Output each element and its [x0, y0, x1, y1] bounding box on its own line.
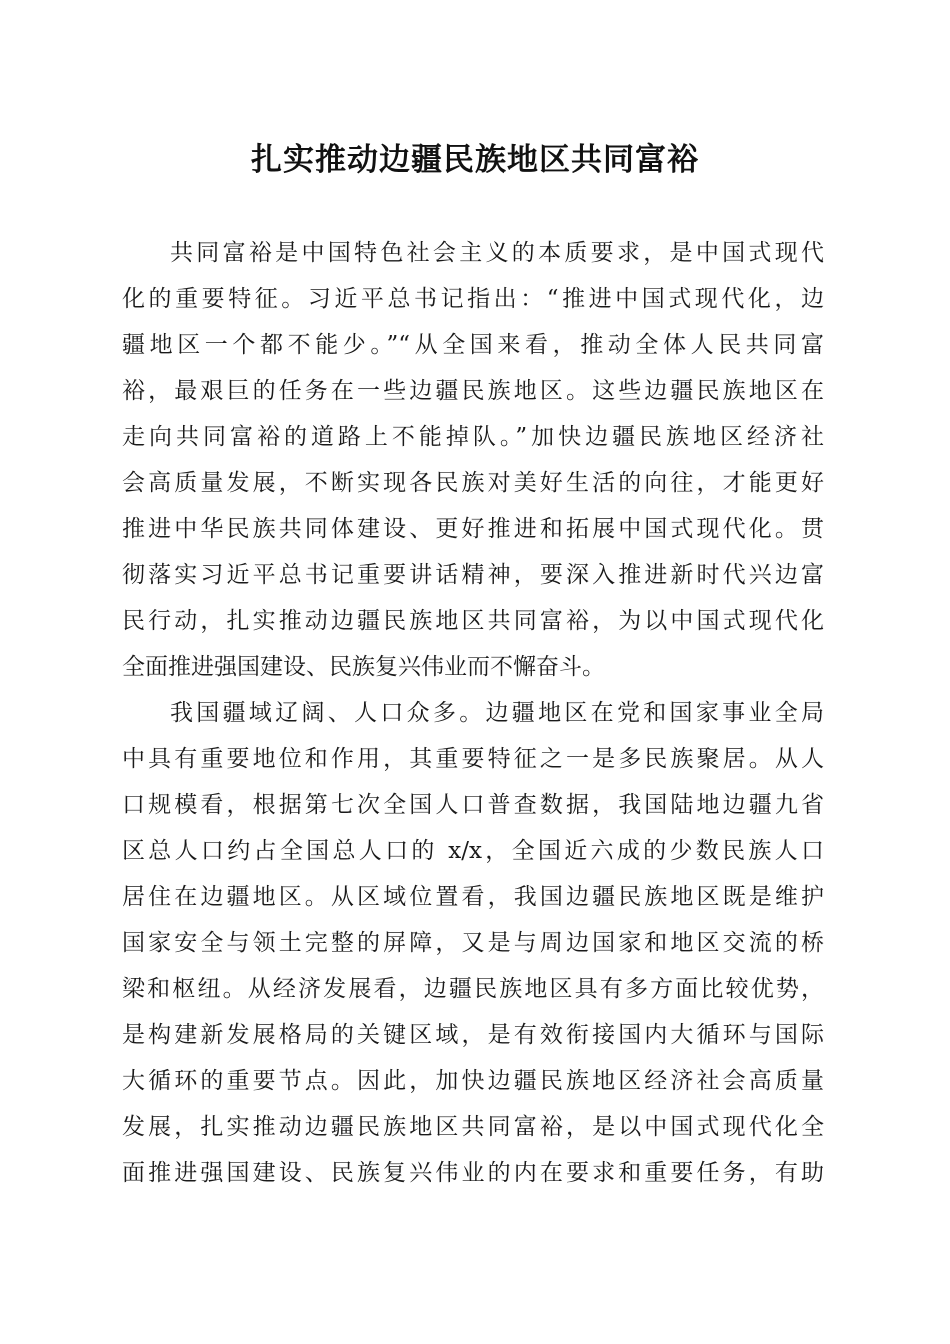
- text-line: 化的重要特征。习近平总书记指出：“推进中国式现代化，边: [122, 286, 824, 312]
- text-line: 疆地区一个都不能少。”“从全国来看，推动全体人民共同富: [122, 332, 824, 358]
- text-line: 居住在边疆地区。从区域位置看，我国边疆民族地区既是维护: [122, 884, 824, 910]
- text-line: 国家安全与领土完整的屏障，又是与周边国家和地区交流的桥: [122, 930, 824, 956]
- text-line: 区总人口约占全国总人口的 x/x，全国近六成的少数民族人口: [122, 838, 824, 864]
- text-line: 裕，最艰巨的任务在一些边疆民族地区。这些边疆民族地区在: [122, 378, 824, 404]
- text-line: 走向共同富裕的道路上不能掉队。”加快边疆民族地区经济社: [122, 424, 824, 450]
- text-line: 发展，扎实推动边疆民族地区共同富裕，是以中国式现代化全: [122, 1114, 824, 1140]
- text-line: 民行动，扎实推动边疆民族地区共同富裕，为以中国式现代化: [122, 608, 824, 634]
- document-title: 扎实推动边疆民族地区共同富裕: [251, 142, 699, 178]
- text-line: 推进中华民族共同体建设、更好推进和拓展中国式现代化。贯: [122, 516, 824, 542]
- text-line: 梁和枢纽。从经济发展看，边疆民族地区具有多方面比较优势，: [122, 976, 824, 1002]
- text-line: 大循环的重要节点。因此，加快边疆民族地区经济社会高质量: [122, 1068, 824, 1094]
- text-line: 是构建新发展格局的关键区域，是有效衔接国内大循环与国际: [122, 1022, 824, 1048]
- text-line: 会高质量发展，不断实现各民族对美好生活的向往，才能更好: [122, 470, 824, 496]
- paragraph-2: [122, 690, 824, 1196]
- text-line: 中具有重要地位和作用，其重要特征之一是多民族聚居。从人: [122, 746, 824, 772]
- document-body: [122, 230, 824, 1196]
- text-line: 全面推进强国建设、民族复兴伟业而不懈奋斗。: [122, 654, 605, 680]
- text-line: 我国疆域辽阔、人口众多。边疆地区在党和国家事业全局: [170, 700, 824, 726]
- text-line: 共同富裕是中国特色社会主义的本质要求，是中国式现代: [170, 240, 824, 266]
- text-line: 彻落实习近平总书记重要讲话精神，要深入推进新时代兴边富: [122, 562, 824, 588]
- text-line: 面推进强国建设、民族复兴伟业的内在要求和重要任务，有助: [122, 1160, 824, 1186]
- paragraph-1: [122, 230, 824, 690]
- text-line: 口规模看，根据第七次全国人口普查数据，我国陆地边疆九省: [122, 792, 824, 818]
